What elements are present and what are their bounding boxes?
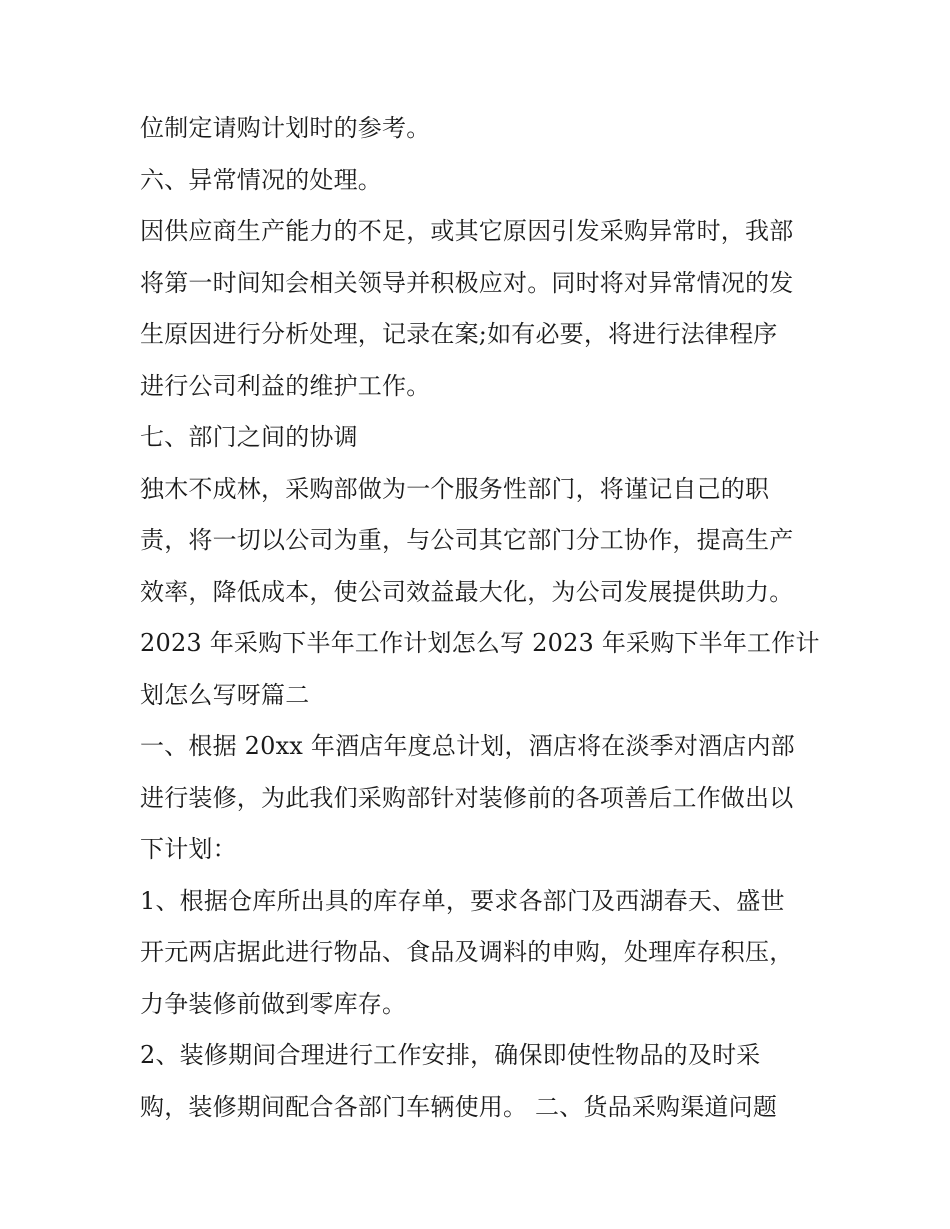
text-line: 进行装修，为此我们采购部针对装修前的各项善后工作做出以 (140, 783, 794, 812)
list-item: 购，装修期间配合各部门车辆使用。 二、货品采购渠道问题 (140, 1092, 778, 1121)
text-line: 一、根据 20xx 年酒店年度总计划，酒店将在淡季对酒店内部 (140, 732, 795, 760)
article-title: 2023 年采购下半年工作计划怎么写 2023 年采购下半年工作计 (140, 629, 820, 657)
list-item: 力争装修前做到零库存。 (140, 989, 407, 1018)
section-heading: 七、部门之间的协调 (140, 423, 358, 451)
list-item: 开元两店据此进行物品、食品及调料的申购，处理库存积压， (140, 938, 794, 966)
text-line: 责，将一切以公司为重，与公司其它部门分工协作，提高生产 (140, 526, 794, 554)
text-line: 位制定请购计划时的参考。 (140, 114, 431, 142)
list-item: 1、根据仓库所出具的库存单，要求各部门及西湖春天、盛世 (140, 886, 785, 915)
text-line: 下计划： (140, 835, 237, 863)
text-line: 独木不成林，采购部做为一个服务性部门，将谨记自己的职 (140, 474, 770, 503)
list-item: 2、装修期间合理进行工作安排，确保即使性物品的及时采 (140, 1041, 761, 1069)
article-title: 划怎么写呀篇二 (140, 680, 310, 709)
text-line: 生原因进行分析处理，记录在案;如有必要，将进行法律程序 (140, 320, 778, 348)
section-heading: 六、异常情况的处理。 (140, 165, 382, 194)
text-line: 进行公司利益的维护工作。 (140, 371, 431, 400)
text-line: 因供应商生产能力的不足，或其它原因引发采购异常时，我部 (140, 217, 794, 245)
text-line: 将第一时间知会相关领导并积极应对。同时将对异常情况的发 (140, 268, 794, 297)
document-body (140, 103, 820, 1133)
text-line: 效率，降低成本，使公司效益最大化，为公司发展提供助力。 (140, 577, 794, 606)
